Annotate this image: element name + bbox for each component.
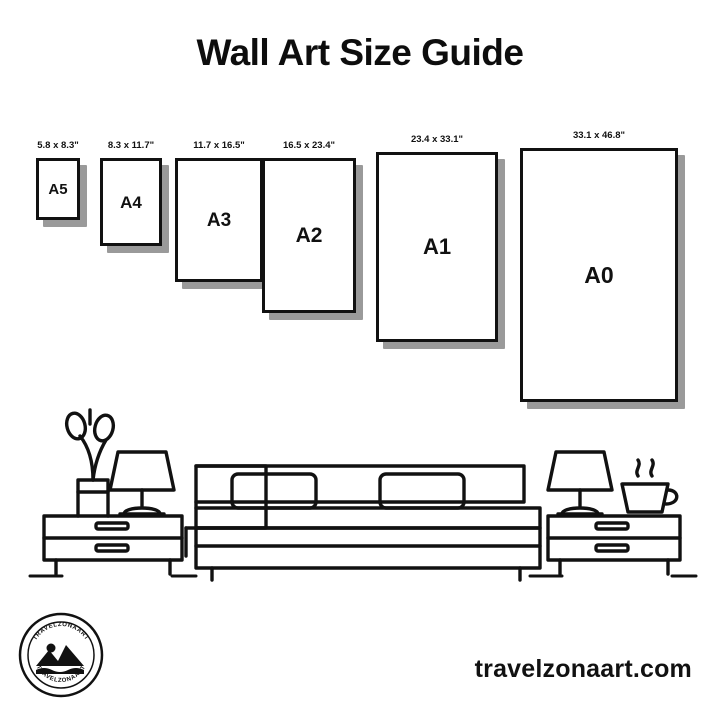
frame-a5[interactable] xyxy=(36,140,80,224)
frame-box[interactable] xyxy=(175,158,263,282)
frame-box[interactable] xyxy=(100,158,162,246)
frame-size-label: A0 xyxy=(584,261,614,288)
frame-dimension-label: 11.7 x 16.5" xyxy=(193,140,245,151)
frame-box[interactable] xyxy=(36,158,80,220)
left-table-lamp xyxy=(110,452,174,514)
logo-arc-top: TRAVELZONAART xyxy=(32,621,90,642)
frame-a0[interactable] xyxy=(520,130,678,406)
left-nightstand xyxy=(44,516,182,574)
frame-dimension-label: 33.1 x 46.8" xyxy=(572,130,626,141)
frame-size-row xyxy=(0,110,720,400)
frame-dimension-label: 5.8 x 8.3" xyxy=(37,140,79,151)
frame-dimension-label: 8.3 x 11.7" xyxy=(107,140,155,151)
website-url[interactable]: travelzonaart.com xyxy=(474,655,692,683)
frame-size-label: A2 xyxy=(295,224,323,247)
right-table-lamp xyxy=(548,452,612,514)
frame-box[interactable] xyxy=(262,158,356,313)
frame-dimension-label: 23.4 x 33.1" xyxy=(410,134,464,145)
frame-size-label: A4 xyxy=(120,192,142,212)
frame-a2[interactable] xyxy=(262,140,356,317)
logo-arc-bottom: TRAVELZONAART xyxy=(34,664,88,685)
bedroom-illustration xyxy=(0,380,720,610)
frame-size-label: A3 xyxy=(206,209,232,231)
bed xyxy=(186,466,540,580)
frame-box[interactable] xyxy=(520,148,678,402)
brand-logo[interactable] xyxy=(18,612,104,698)
coffee-cup xyxy=(622,460,677,512)
frame-size-label: A1 xyxy=(422,234,452,259)
frame-a4[interactable] xyxy=(100,140,162,250)
frame-dimension-label: 16.5 x 23.4" xyxy=(282,140,336,151)
page-title: Wall Art Size Guide xyxy=(196,32,524,73)
frame-a1[interactable] xyxy=(376,134,498,346)
mountain-sun-icon xyxy=(36,644,84,675)
frame-a3[interactable] xyxy=(175,140,263,286)
frame-box[interactable] xyxy=(376,152,498,342)
frame-size-label: A5 xyxy=(48,180,68,198)
vase-with-flowers xyxy=(64,410,116,516)
right-nightstand xyxy=(548,516,680,574)
